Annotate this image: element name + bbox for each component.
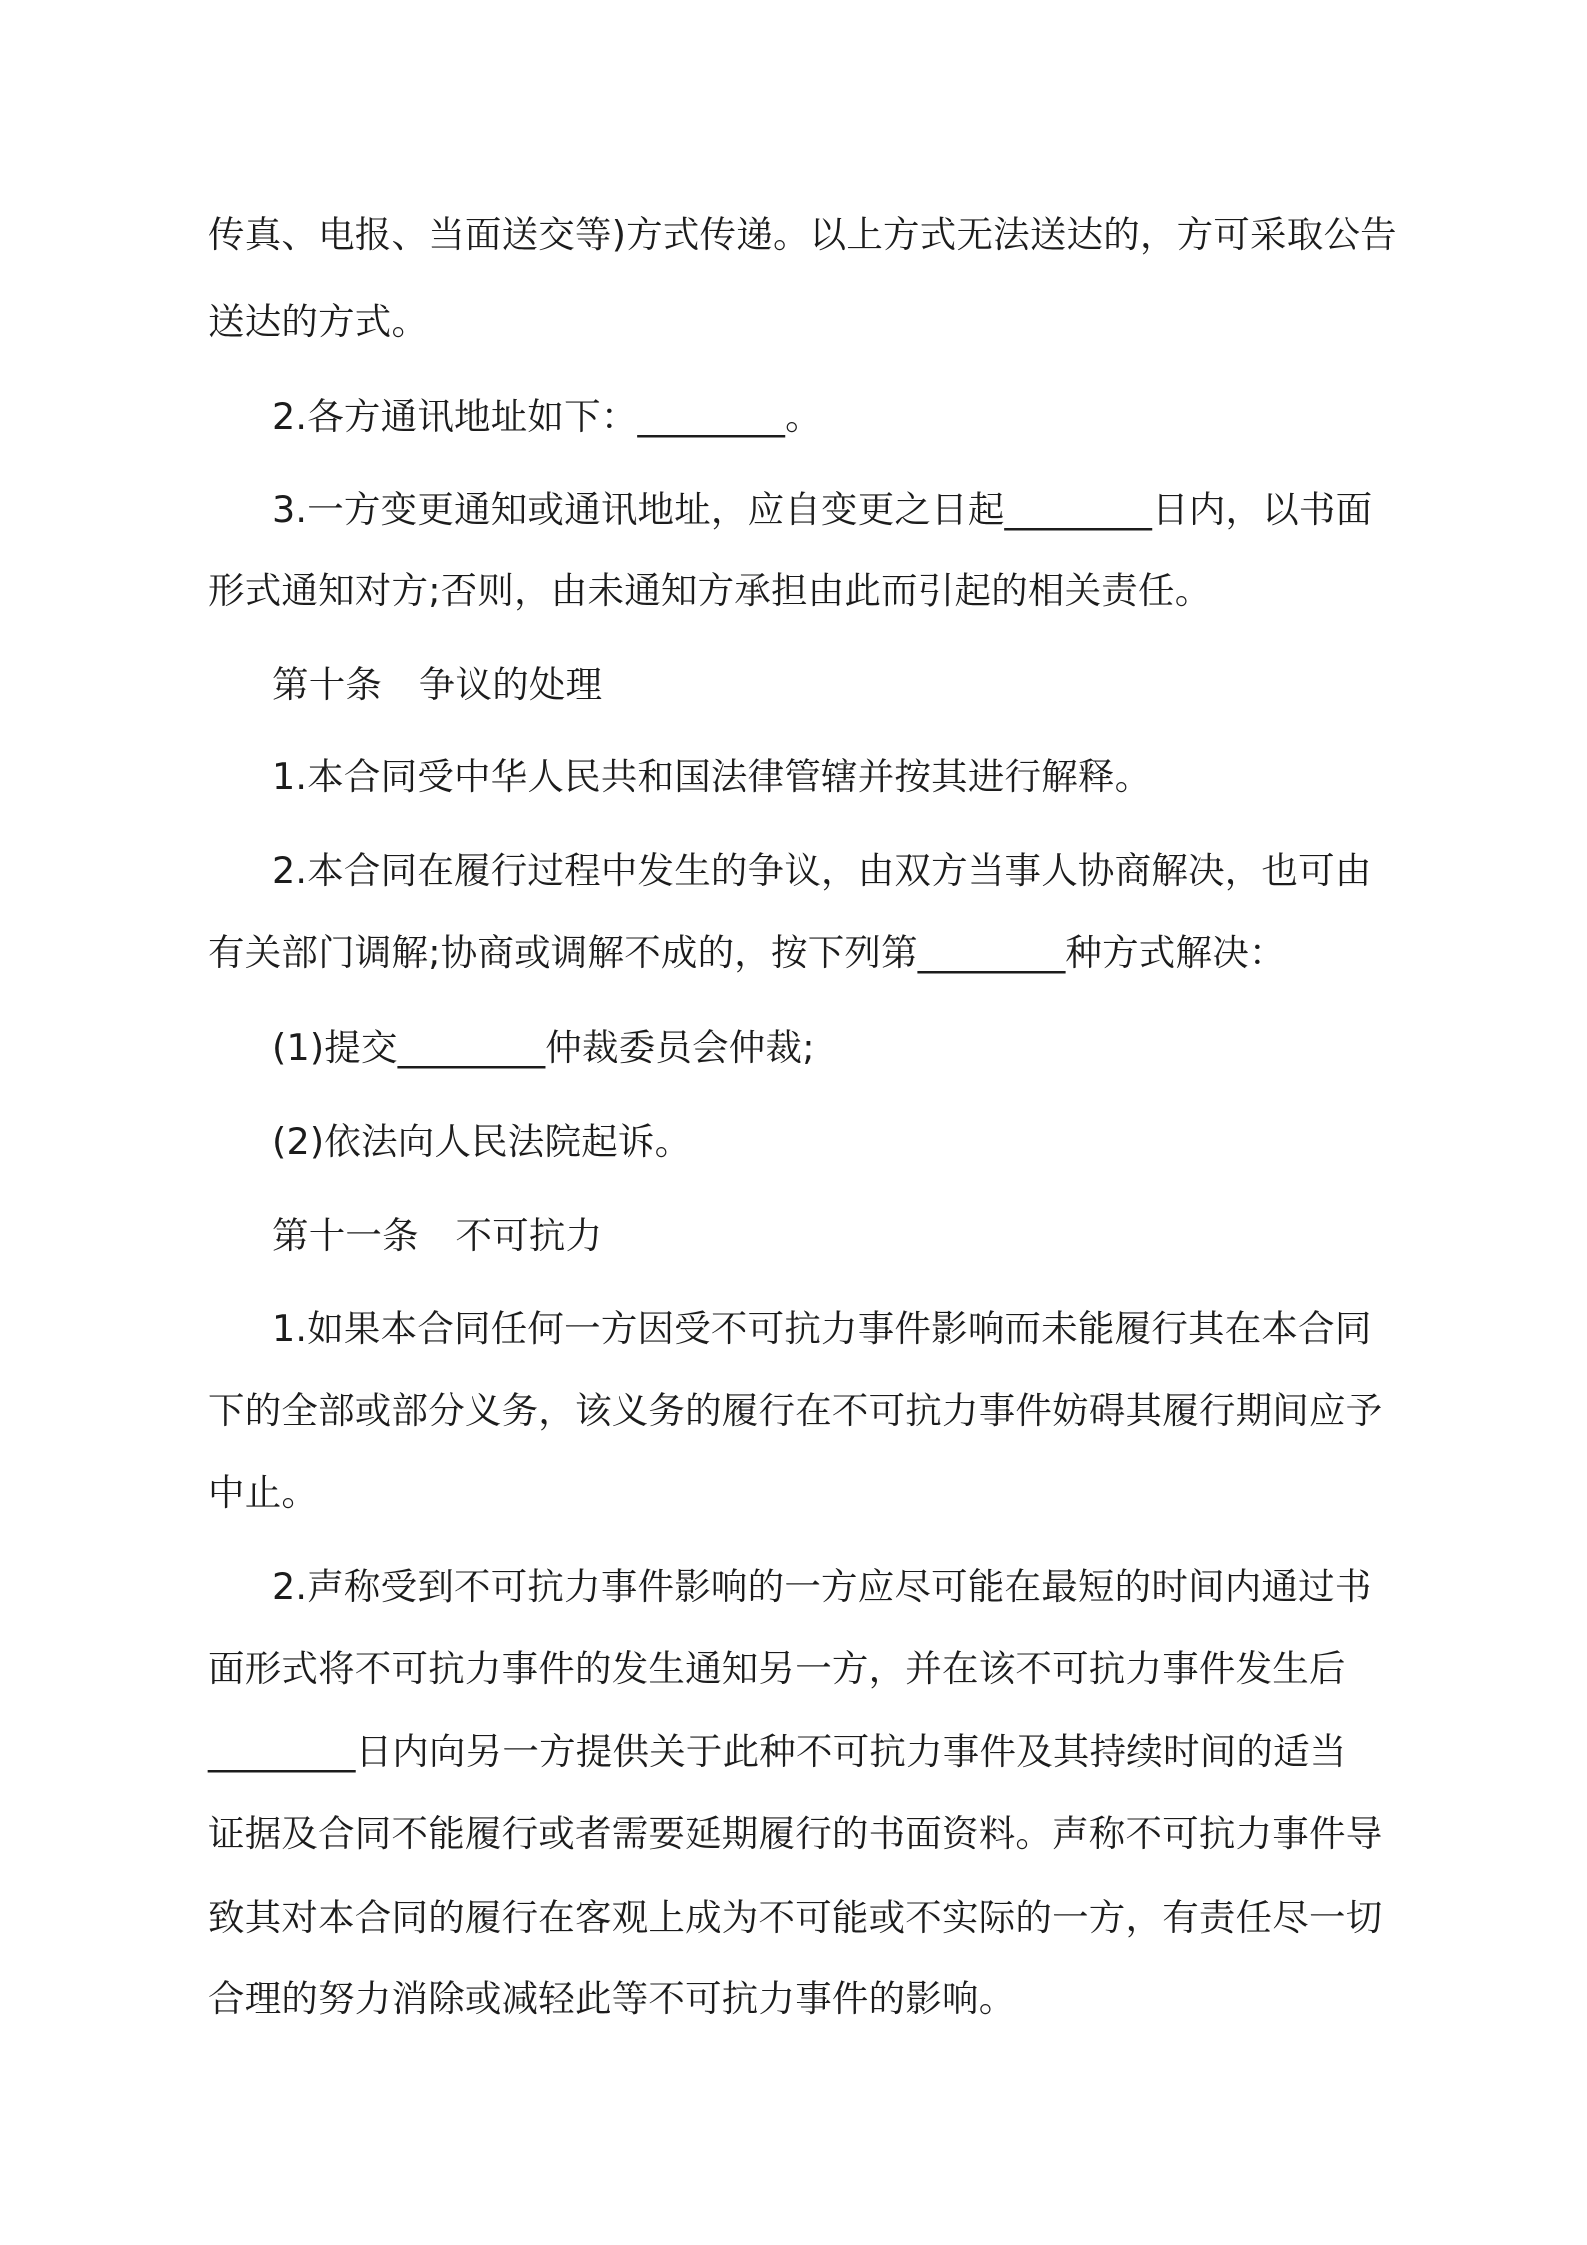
text-line-21: 合理的努力消除或减轻此等不可抗力事件的影响。	[208, 1977, 1016, 2020]
text-line-7: 1.本合同受中华人民共和国法律管辖并按其进行解释。	[272, 755, 1152, 798]
text-line-3: 2.各方通讯地址如下：________。	[272, 395, 822, 438]
text-line-13: 1.如果本合同任何一方因受不可抗力事件影响而未能履行其在本合同	[272, 1307, 1372, 1350]
text-line-5: 形式通知对方;否则，由未通知方承担由此而引起的相关责任。	[208, 569, 1212, 612]
text-line-11: (2)依法向人民法院起诉。	[272, 1120, 692, 1163]
text-line-14: 下的全部或部分义务，该义务的履行在不可抗力事件妨碍其履行期间应予	[208, 1389, 1383, 1432]
text-line-16: 2.声称受到不可抗力事件影响的一方应尽可能在最短的时间内通过书	[272, 1565, 1372, 1608]
section-heading-article-11: 第十一条 不可抗力	[272, 1214, 603, 1257]
text-line-15: 中止。	[208, 1471, 319, 1514]
section-heading-article-10: 第十条 争议的处理	[272, 663, 603, 706]
text-line-19: 证据及合同不能履行或者需要延期履行的书面资料。声称不可抗力事件导	[208, 1812, 1383, 1855]
text-line-17: 面形式将不可抗力事件的发生通知另一方，并在该不可抗力事件发生后	[208, 1647, 1346, 1690]
text-line-9: 有关部门调解;协商或调解不成的，按下列第________种方式解决：	[208, 931, 1286, 974]
text-line-2: 送达的方式。	[208, 300, 429, 343]
text-line-20: 致其对本合同的履行在客观上成为不可能或不实际的一方，有责任尽一切	[208, 1896, 1383, 1939]
text-line-4: 3.一方变更通知或通讯地址，应自变更之日起________日内，以书面	[272, 488, 1373, 531]
text-line-8: 2.本合同在履行过程中发生的争议，由双方当事人协商解决，也可由	[272, 849, 1372, 892]
text-line-18: ________日内向另一方提供关于此种不可抗力事件及其持续时间的适当	[208, 1730, 1347, 1773]
text-line-1: 传真、电报、当面送交等)方式传递。以上方式无法送达的，方可采取公告	[208, 213, 1397, 256]
text-line-10: (1)提交________仲裁委员会仲裁;	[272, 1026, 815, 1069]
